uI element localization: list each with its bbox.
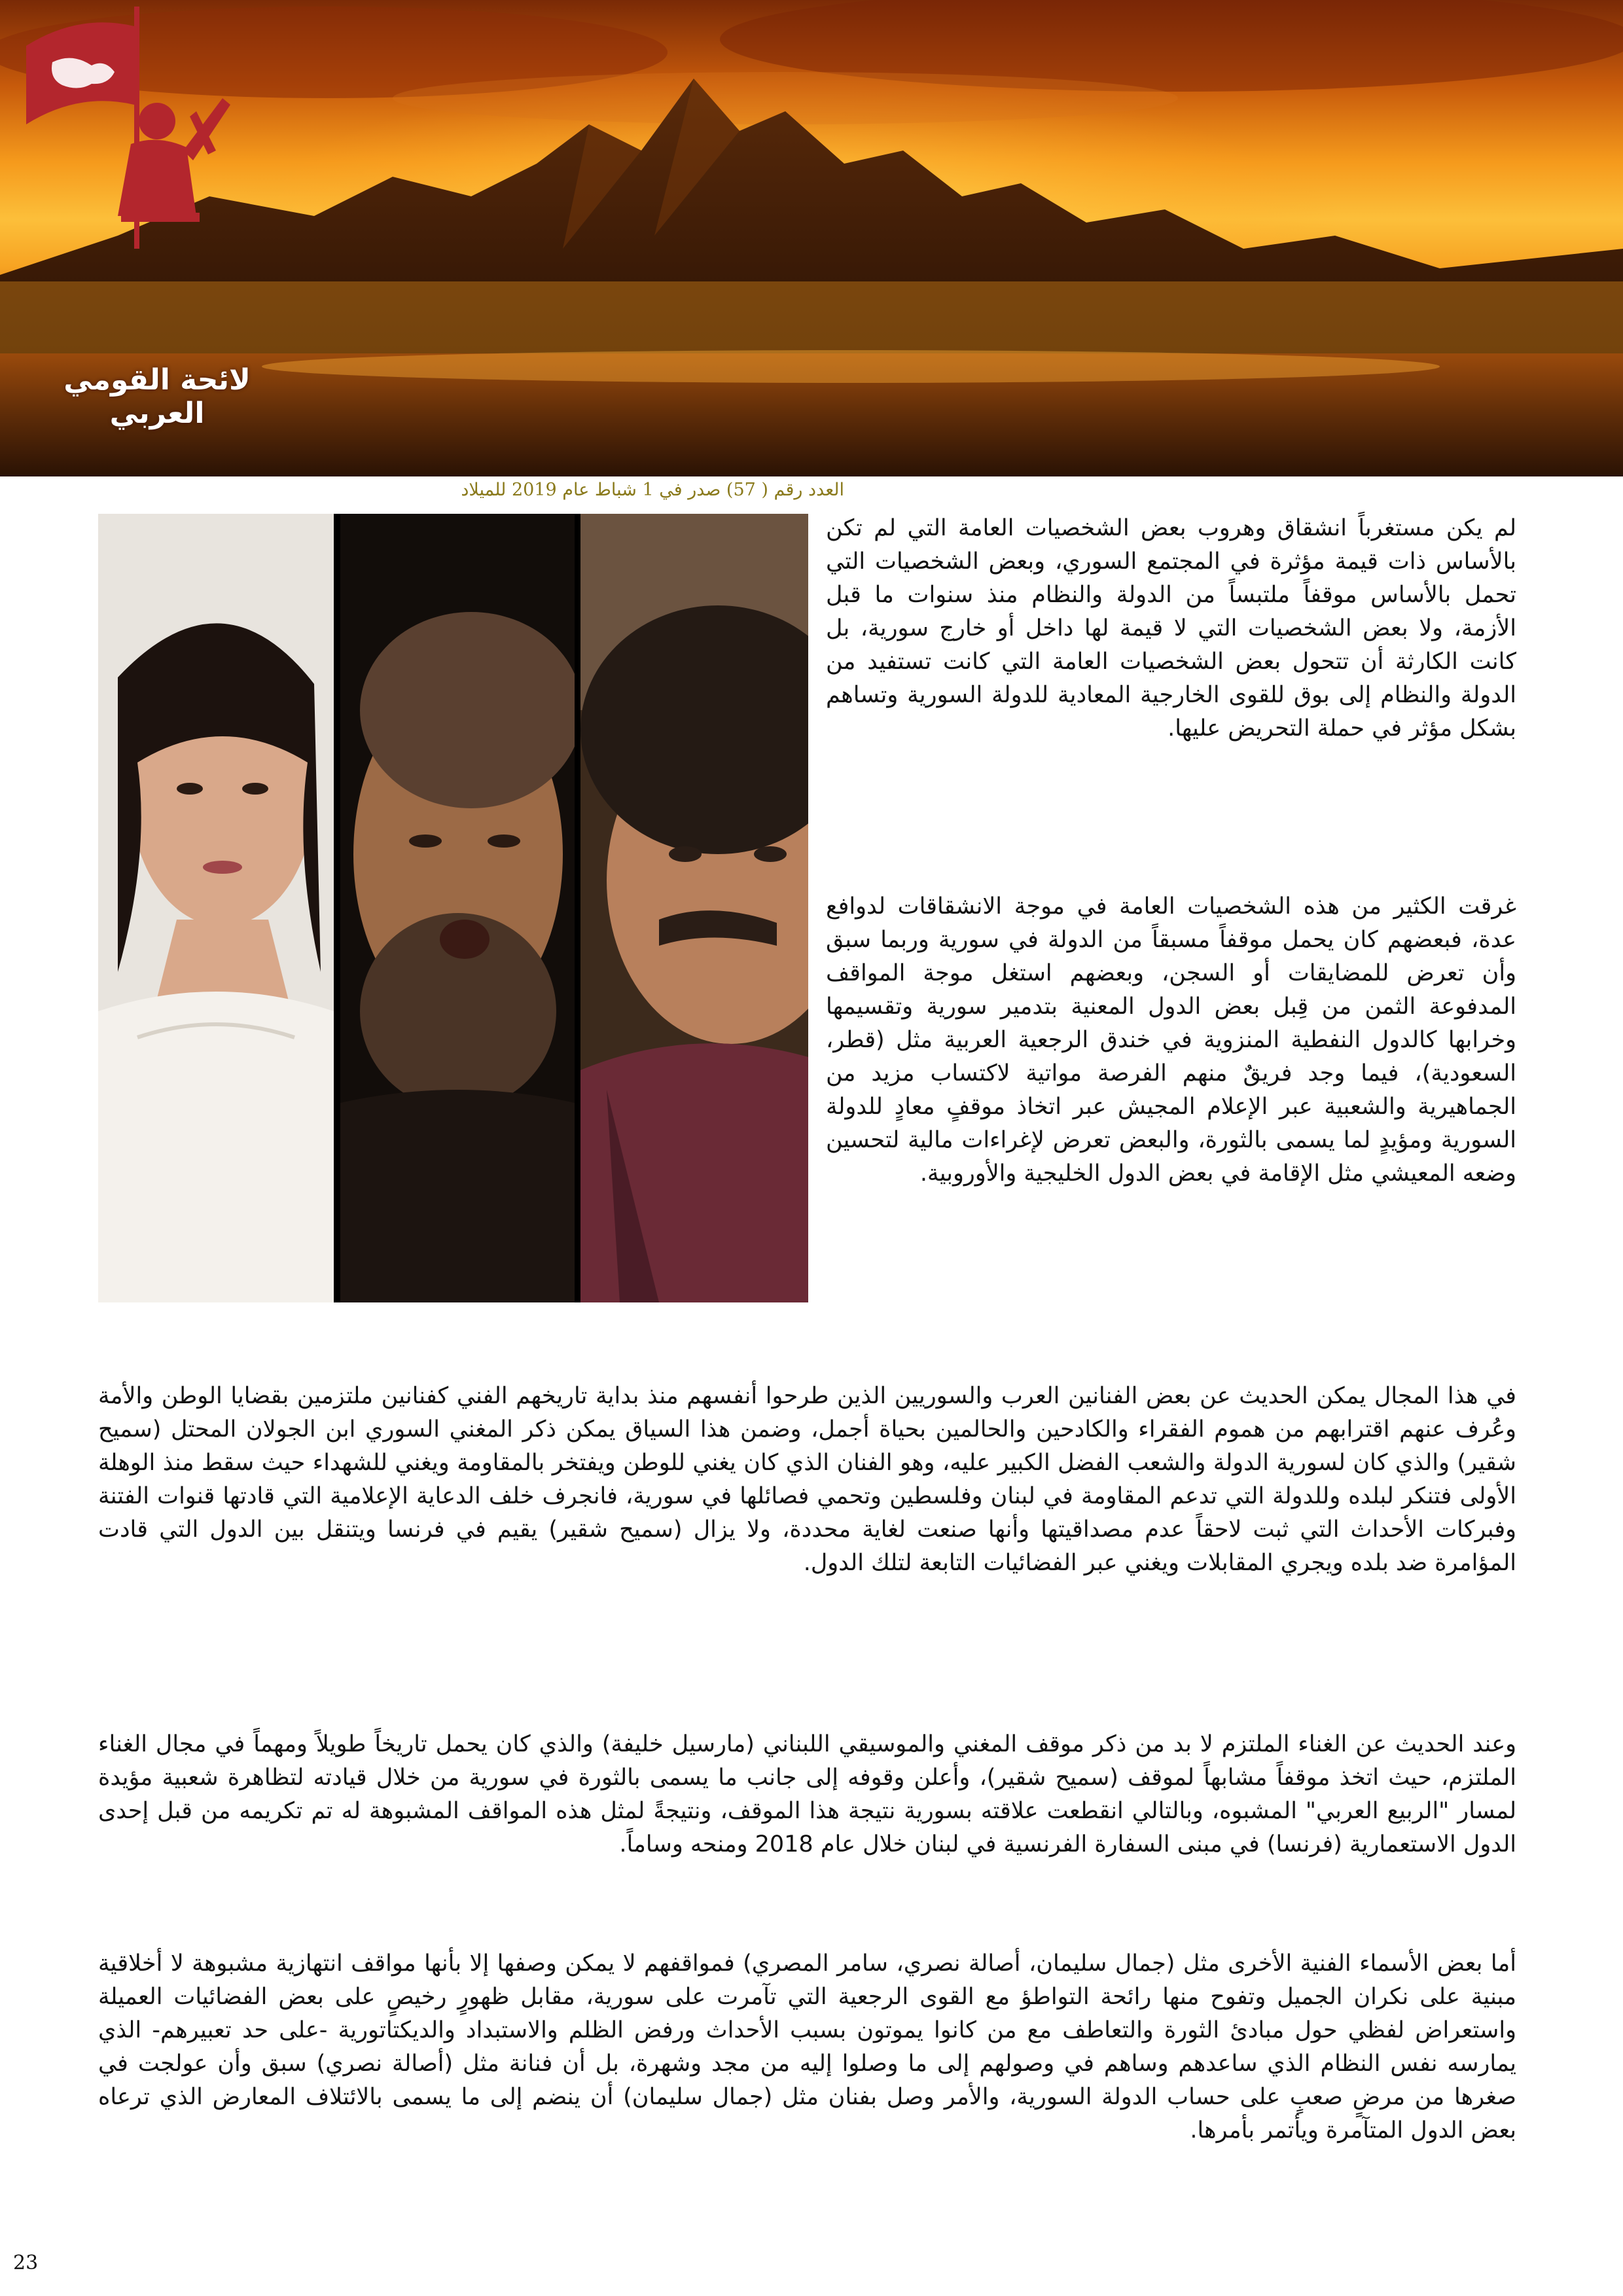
issue-info: العدد رقم ( 57) صدر في 1 شباط عام 2019 للميلاد bbox=[461, 480, 844, 500]
photo-collage bbox=[98, 514, 808, 1302]
portrait-man-singing bbox=[340, 514, 575, 1302]
article-paragraph-1: لم يكن مستغرباً انشقاق وهروب بعض الشخصيات العامة التي لم تكن بالأساس ذات قيمة مؤثرة في المجتمع السوري، وبعض الشخصيات التي تحمل بالأساس موقفاً ملتبساً من الدولة والنظام منذ سنوات ما قبل الأزمة، ولا بعض الشخصيات التي لا قيمة لها داخل أو خارج سورية، بل كانت الكارثة أن تتحول بعض الشخصيات العامة التي كانت تستفيد من الدولة والنظام إلى بوق للقوى الخارجية المعادية للدولة السورية وتساهم بشكل مؤثر في حملة التحريض عليها. bbox=[826, 515, 1516, 742]
article-paragraph-4: وعند الحديث عن الغناء الملتزم لا بد من ذكر موقف المغني والموسيقي اللبناني (مارسيل خليفة) والذي كان يحمل تاريخاً طويلاً ومهماً في مجال الغناء الملتزم، حيث اتخذ موقفاً مشابهاً لموقف (سميح شقير)، وأعلن وقوفه إلى جانب ما يسمى بالثورة في سورية من خلال قيادته لتظاهرة شعبية مؤيدة لمسار "الربيع العربي" المشبوه، وبالتالي انقطعت علاقته بسورية نتيجة هذا الموقف، ونتيجةً لمثل هذه المواقف المشبوهة له تم تكريمه من قبل إحدى الدول الاستعمارية (فرنسا) في مبنى السفارة الفرنسية في لبنان خلال عام 2018 ومنحه وساماً. bbox=[98, 1731, 1516, 1857]
article-paragraph-3: في هذا المجال يمكن الحديث عن بعض الفنانين العرب والسوريين الذين طرحوا أنفسهم منذ بداية تاريخهم الفني كفنانين ملتزمين بقضايا الوطن والأمة وعُرف عنهم اقترابهم من هموم الفقراء والكادحين والحالمين بحياة أجمل، وضمن هذا السياق يمكن ذكر المغني السوري ابن الجولان المحتل (سميح شقير) والذي كان لسورية الدولة والشعب الفضل الكبير عليه، وهو الفنان الذي كان يغني للوطن ويفتخر بالمقاومة ويغني للشهداء حيث سقط منذ الوهلة الأولى فتنكر لبلده وللدولة التي تدعم المقاومة في لبنان وفلسطين وتحمي فصائلها في سورية، فانجرف خلف الدعاية الإعلامية التي قادتها قنوات الفتنة وفبركات الأحداث التي ثبت لاحقاً عدم مصداقيتها وأنها صنعت لغاية محددة، ولا يزال (سميح شقير) يقيم في فرنسا ويتنقل بين الدول التي قادت المؤامرة ضد بلده ويجري المقابلات ويغني عبر الفضائيات التابعة لتلك الدول. bbox=[98, 1383, 1516, 1576]
portrait-woman bbox=[98, 514, 334, 1302]
page-number: 23 bbox=[13, 2251, 39, 2274]
article-paragraph-2: غرقت الكثير من هذه الشخصيات العامة في موجة الانشقاقات لدوافع عدة، فبعضهم كان يحمل موقفاً مسبقاً من الدولة في سورية وربما سبق وأن تعرض للمضايقات أو السجن، وبعضهم استغل موجة المواقف المدفوعة الثمن من قِبل بعض الدول المعنية بتدمير سورية وتقسيمها وخرابها كالدول النفطية المنزوية في خندق الرجعية العربية مثل (قطر، السعودية)، فيما وجد فريقٌ منهم الفرصة مواتية لاكتساب مزيد من الجماهيرية والشعبية عبر الإعلام المجيش عبر اتخاذ موقفٍ معادٍ للدولة السورية ومؤيدٍ لما يسمى بالثورة، والبعض تعرض لإغراءات مالية لتحسين وضعه المعيشي مثل الإقامة في بعض الدول الخليجية والأوروبية. bbox=[826, 893, 1516, 1187]
portrait-man-mustache bbox=[580, 514, 808, 1302]
logo-text: لائحة القومي العربي bbox=[63, 363, 251, 430]
flag-fighter-emblem-icon bbox=[0, 0, 275, 268]
article-paragraph-5: أما بعض الأسماء الفنية الأخرى مثل (جمال سليمان، أصالة نصري، سامر المصري) فمواقفهم لا يمكن وصفها إلا بأنها مواقف انتهازية مشبوهة لا أخلاقية مبنية على نكران الجميل وتفوح منها رائحة التواطؤ مع القوى الرجعية التي تآمرت على سورية، مقابل ظهورٍ رخيصٍ على بعض الفضائيات العميلة واستعراض لفظي حول مبادئ الثورة والتعاطف مع من كانوا يموتون بسبب الأحداث ورفض الظلم والاستبداد والديكتاتورية -على حد تعبيرهم- الذي يمارسه نفس النظام الذي ساعدهم وساهم في وصولهم إلى ما وصلوا إليه من مجد وشهرة، بل أن فنانة مثل (أصالة نصري) سبق وأن عولجت في صغرها من مرضٍ صعبٍ على حساب الدولة السورية، والأمر وصل بفنان مثل (جمال سليمان) أن ينضم إلى ما يسمى بالائتلاف المعارض الذي ترعاه بعض الدول المتآمرة ويأتمر بأمرها. bbox=[98, 1950, 1516, 2144]
header-banner bbox=[0, 0, 1623, 476]
